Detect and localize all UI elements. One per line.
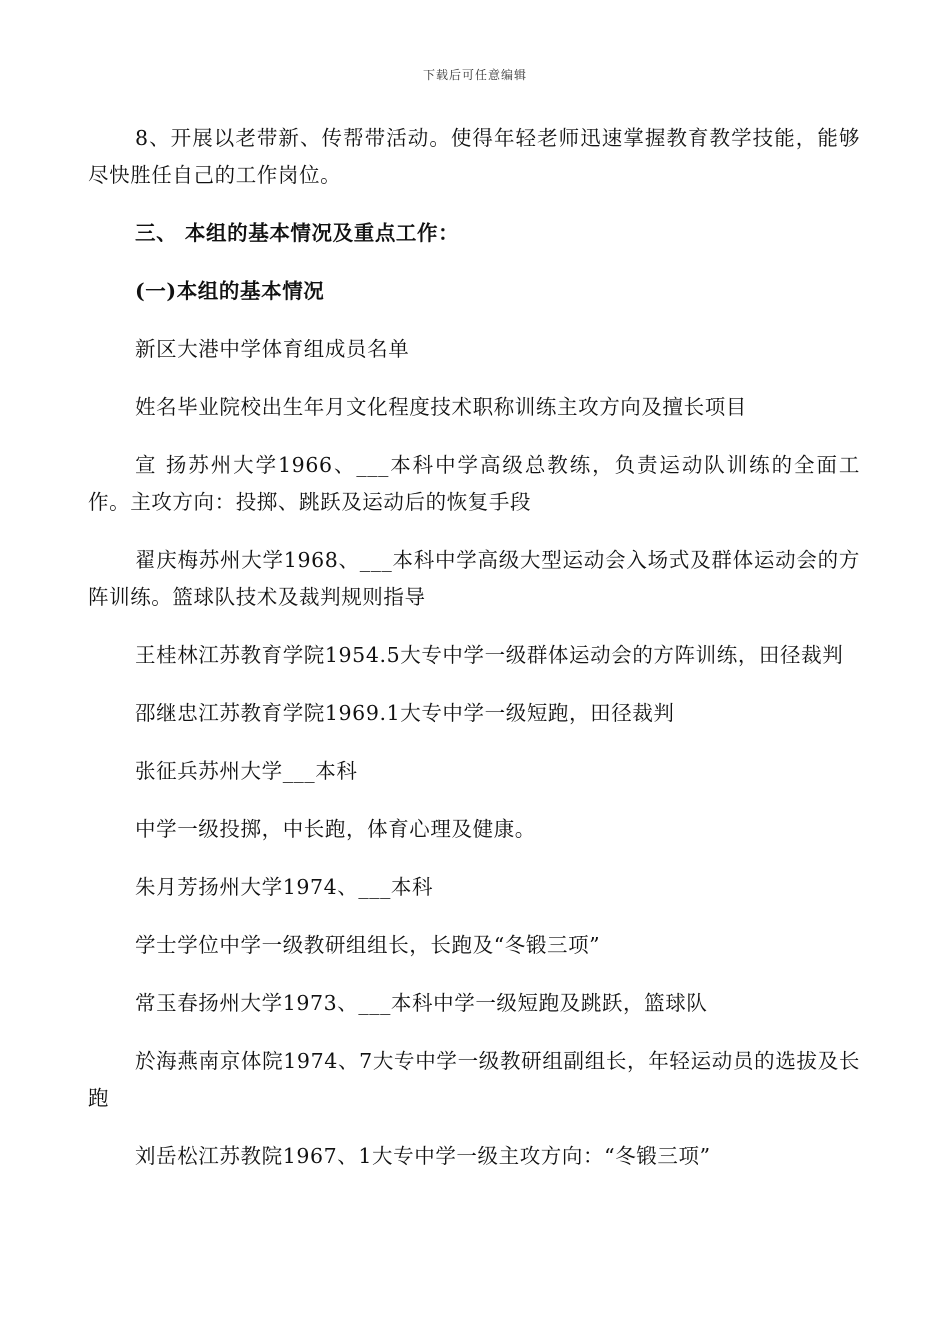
roster-entry-continued: 学士学位中学一级教研组组长，长跑及“冬锻三项” xyxy=(135,933,601,957)
roster-entry: 张征兵苏州大学___本科 xyxy=(135,759,358,783)
roster-entry: 王桂林江苏教育学院1954.5大专中学一级群体运动会的方阵训练，田径裁判 xyxy=(135,643,844,667)
roster-entry: 常玉春扬州大学1973、___本科中学一级短跑及跳跃，篮球队 xyxy=(135,991,708,1015)
roster-entry: 宣 扬苏州大学1966、___本科中学高级总教练，负责运动队训练的全面工作。主攻方向：投掷、跳跃及运动后的恢复手段 xyxy=(88,453,860,514)
page-header: 下载后可任意编辑 xyxy=(422,68,527,82)
subsection-heading-1: (一)本组的基本情况 xyxy=(135,279,325,303)
roster-entry: 於海燕南京体院1974、7大专中学一级教研组副组长，年轻运动员的选拔及长跑 xyxy=(88,1049,860,1110)
roster-entry: 邵继忠江苏教育学院1969.1大专中学一级短跑，田径裁判 xyxy=(135,701,675,725)
paragraph-item-8: 8、开展以老带新、传帮带活动。使得年轻老师迅速掌握教育教学技能，能够尽快胜任自己的工作岗位。 xyxy=(88,126,860,187)
roster-columns: 姓名毕业院校出生年月文化程度技术职称训练主攻方向及擅长项目 xyxy=(135,395,747,419)
roster-entry: 刘岳松江苏教院1967、1大专中学一级主攻方向：“冬锻三项” xyxy=(135,1144,711,1168)
document-body xyxy=(88,120,860,1196)
roster-title: 新区大港中学体育组成员名单 xyxy=(135,337,410,361)
roster-entry: 翟庆梅苏州大学1968、___本科中学高级大型运动会入场式及群体运动会的方阵训练。篮球队技术及裁判规则指导 xyxy=(88,548,860,609)
section-heading-3: 三、 本组的基本情况及重点工作： xyxy=(135,221,460,245)
roster-entry: 朱月芳扬州大学1974、___本科 xyxy=(135,875,434,899)
roster-entry-continued: 中学一级投掷，中长跑，体育心理及健康。 xyxy=(135,817,536,841)
